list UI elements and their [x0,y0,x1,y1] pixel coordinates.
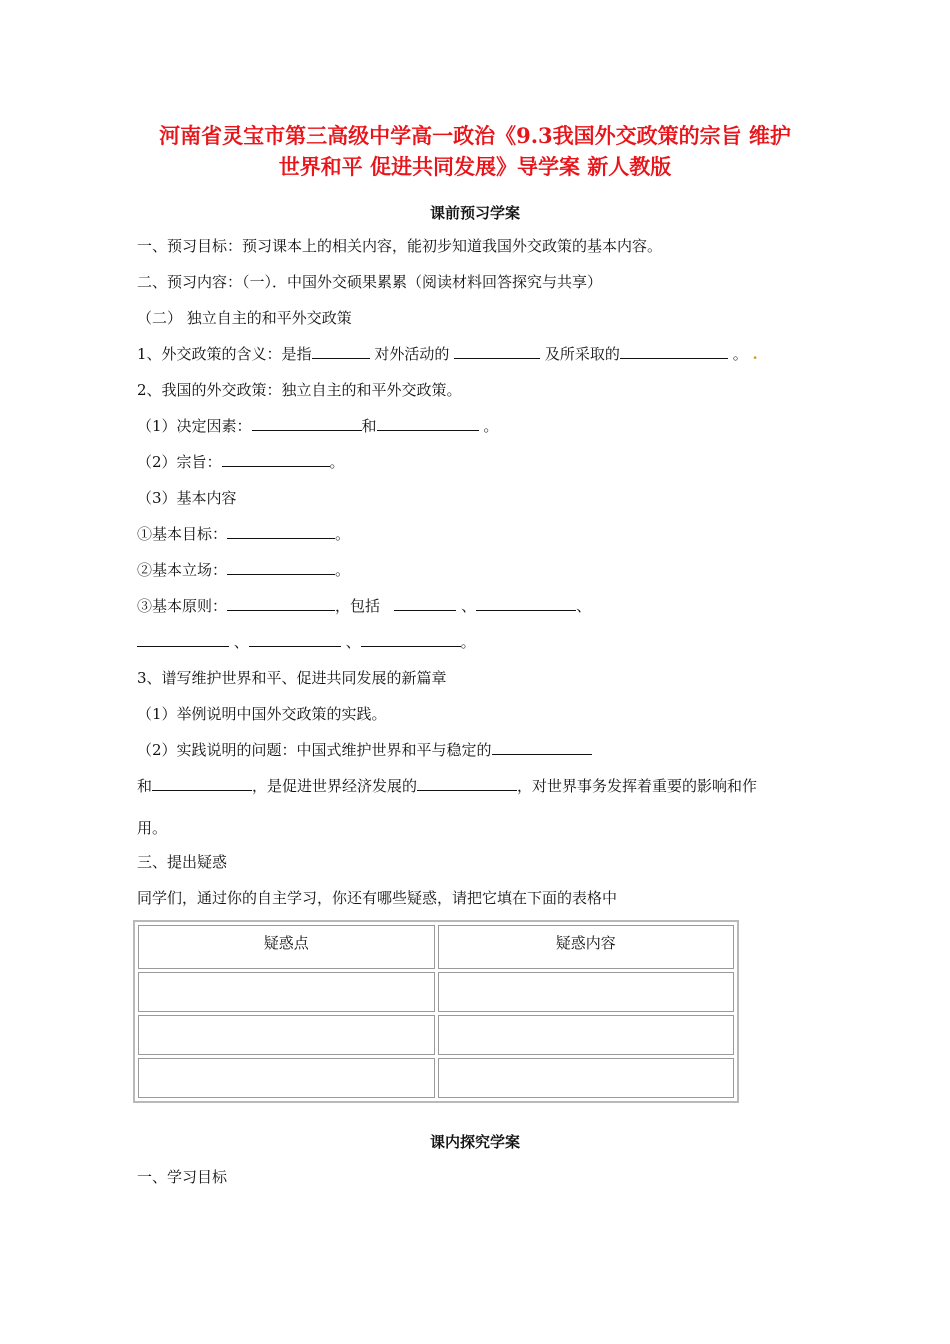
fill-blank[interactable] [222,452,330,467]
text-practice-end: 用。 [137,819,168,837]
table-cell[interactable] [138,972,435,1012]
text-fragment: （2）宗旨： [137,453,222,471]
text-fragment: 、 [345,633,361,651]
table-header-cell: 疑惑内容 [438,925,735,969]
text-fragment: 。 [329,453,345,471]
text-fragment: 、 [576,597,592,615]
fill-blank[interactable] [252,416,362,431]
table-header-row [138,925,734,969]
fill-blank[interactable] [312,344,370,359]
text-fragment: ，包括 [335,597,381,615]
fill-blank[interactable] [492,740,592,755]
text-raise-doubts: 三、提出疑惑 [137,853,228,871]
table-cell[interactable] [138,1015,435,1055]
fill-blank[interactable] [454,344,540,359]
section-heading-pre: 课前预习学案 [429,204,520,222]
fill-blank[interactable] [152,776,252,791]
text-fragment: 和 [361,417,377,435]
text-item-1 [137,343,758,364]
doubt-table [133,920,739,1103]
text-fragment: （1）决定因素： [137,417,252,435]
fill-blank[interactable] [620,344,728,359]
text-fragment: ，是促进世界经济发展的 [252,777,418,795]
text-fragment: 、 [233,633,249,651]
text-preview-goal: 一、预习目标：预习课本上的相关内容，能初步知道我国外交政策的基本内容。 [137,237,663,255]
fill-blank[interactable] [394,596,456,611]
text-fragment: ，对世界事务发挥着重要的影响和作 [517,777,758,795]
text-principles-cont [137,631,476,652]
text-basic-principles [137,595,591,616]
fill-blank[interactable] [377,416,479,431]
text-doubt-instruction: 同学们，通过你的自主学习，你还有哪些疑惑，请把它填在下面的表格中 [137,889,618,907]
text-fragment: 和 [137,777,153,795]
section-heading-in-class: 课内探究学案 [429,1133,520,1151]
text-subheading-2: （二） 独立自主的和平外交政策 [137,309,352,327]
fill-blank[interactable] [137,632,229,647]
fill-blank[interactable] [227,596,335,611]
text-purpose [137,451,345,472]
text-fragment: ③基本原则： [137,597,228,615]
text-basic-content: （3）基本内容 [137,489,237,507]
table-row [138,972,734,1012]
text-decisive-factors [137,415,498,436]
table-row [138,1058,734,1098]
table-header-cell: 疑惑点 [138,925,435,969]
fill-blank[interactable] [227,560,335,575]
table-cell[interactable] [438,1058,735,1098]
fill-blank[interactable] [227,524,335,539]
table-row [138,1015,734,1055]
decorative-dot: . [752,345,758,363]
text-fragment: （2）实践说明的问题：中国式维护世界和平与稳定的 [137,741,492,759]
fill-blank[interactable] [417,776,517,791]
document-title [120,120,830,182]
text-fragment: 对外活动的 [374,345,450,363]
text-fragment: 。 [335,525,351,543]
text-practice-explain [137,739,592,760]
table-cell[interactable] [138,1058,435,1098]
text-fragment: ②基本立场： [137,561,228,579]
text-practice-explain-cont [137,775,757,796]
text-fragment: 。 [460,633,476,651]
fill-blank[interactable] [476,596,576,611]
text-fragment: 。 [732,345,748,363]
text-fragment: 及所采取的 [544,345,620,363]
text-fragment: 。 [483,417,499,435]
text-basic-goal [137,523,350,544]
text-preview-content: 二、预习内容：（一）．中国外交硕果累累（阅读材料回答探究与共享） [137,273,603,291]
text-fragment: 。 [335,561,351,579]
title-line-1: 河南省灵宝市第三高级中学高一政治《9.3我国外交政策的宗旨 维护 [159,123,791,148]
text-fragment: ①基本目标： [137,525,228,543]
text-item-3: 3、谱写维护世界和平、促进共同发展的新篇章 [137,669,447,687]
table-cell[interactable] [438,972,735,1012]
title-line-2: 世界和平 促进共同发展》导学案 新人教版 [278,154,672,179]
text-basic-stance [137,559,350,580]
text-fragment: 1、外交政策的含义：是指 [137,345,312,363]
text-learning-goal: 一、学习目标 [137,1168,228,1186]
text-item-2: 2、我国的外交政策：独立自主的和平外交政策。 [137,381,462,399]
fill-blank[interactable] [249,632,341,647]
fill-blank[interactable] [361,632,461,647]
text-practice: （1）举例说明中国外交政策的实践。 [137,705,387,723]
text-fragment: 、 [461,597,477,615]
table-cell[interactable] [438,1015,735,1055]
